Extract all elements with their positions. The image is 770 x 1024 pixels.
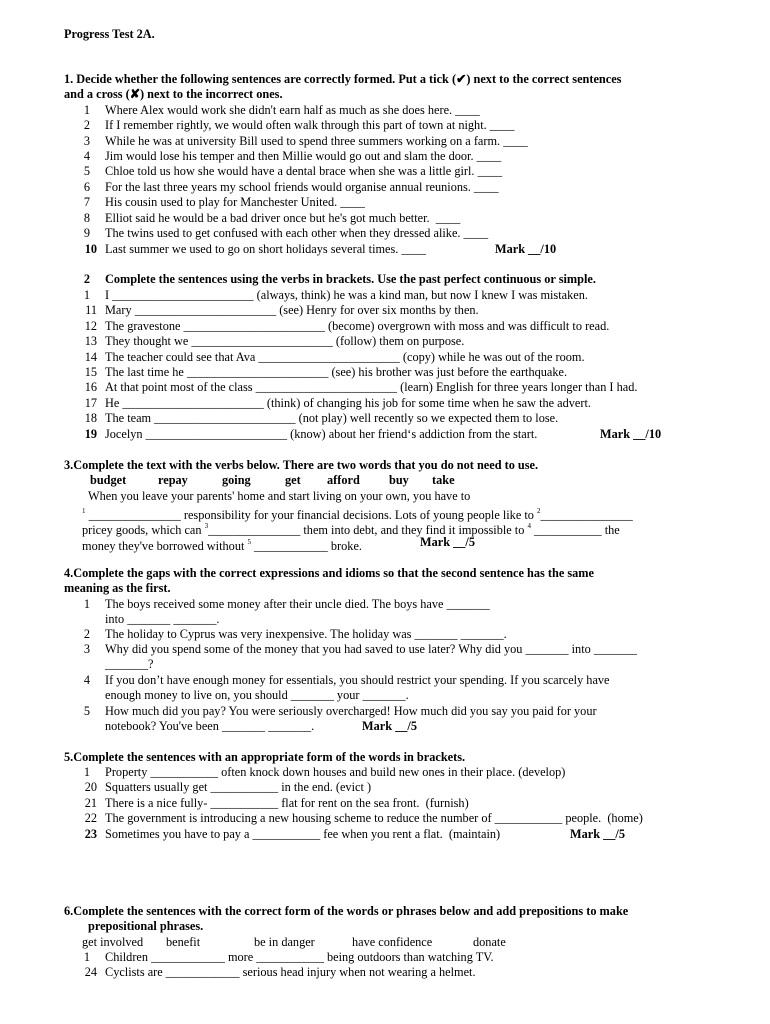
section4-mark: Mark __/5: [362, 719, 417, 733]
s2-item-text: The teacher could see that Ava _______________________ (copy) while he was out of the room.: [105, 350, 585, 364]
gap-text: _______________ them into debt, and they find it impossible to: [208, 523, 528, 537]
gap-number: 4: [527, 522, 531, 530]
s5-item-text: Property ___________ often knock down houses and build new ones in their place. (develop): [105, 765, 566, 779]
s1-item-number: 4: [83, 149, 90, 163]
s4-item-text: How much did you pay? You were seriously overcharged! How much did you say you paid for your: [105, 704, 597, 718]
section2-number: 2: [83, 272, 90, 286]
section2-instruction: Complete the sentences using the verbs in brackets. Use the past perfect continuous or simple.: [105, 272, 596, 286]
word-box-item: buy: [389, 473, 409, 487]
section3-text-line4: [82, 535, 362, 554]
s2-item-text: Mary _______________________ (see) Henry for over six months by then.: [105, 303, 479, 317]
s5-item-text: There is a nice fully- ___________ flat for rent on the sea front. (furnish): [105, 796, 469, 810]
s2-item-text: At that point most of the class _______________________ (learn) English for three years longer than I had.: [105, 380, 638, 394]
gap-number: 2: [537, 507, 541, 515]
s2-item-number: 16: [84, 380, 97, 394]
s4-item-text-cont: _______?: [105, 657, 154, 671]
s4-item-number: 2: [83, 627, 90, 641]
s5-item-number: 1: [83, 765, 90, 779]
word-box-item: get: [285, 473, 301, 487]
s2-item-number: 11: [85, 303, 97, 317]
section3-mark: Mark __/5: [420, 535, 475, 549]
gap-text: ____________ broke.: [250, 539, 362, 553]
gap-text: money they've borrowed without: [82, 539, 248, 553]
gap-text: _______________: [540, 508, 633, 522]
s4-item-number: 3: [83, 642, 90, 656]
word-box-item: afford: [327, 473, 360, 487]
s1-item-text: His cousin used to play for Manchester United. ____: [105, 195, 365, 209]
s4-item-text-cont: into _______ _______.: [105, 612, 220, 626]
s6-item-text: Cyclists are ____________ serious head injury when not wearing a helmet.: [105, 965, 476, 979]
s5-item-text: The government is introducing a new housing scheme to reduce the number of ___________ people. (home): [105, 811, 643, 825]
s4-item-number: 5: [83, 704, 90, 718]
s2-item-number: 15: [84, 365, 97, 379]
s6-item-number: 24: [84, 965, 97, 979]
s5-item-text: Sometimes you have to pay a ___________ fee when you rent a flat. (maintain): [105, 827, 501, 841]
section6-instruction-line2: prepositional phrases.: [88, 919, 204, 933]
s5-item-number: 23: [84, 827, 97, 841]
s1-item-number: 2: [83, 118, 90, 132]
s1-item-text: If I remember rightly, we would often walk through this part of town at night. ____: [105, 118, 515, 132]
s5-item-text: Squatters usually get ___________ in the end. (evict ): [105, 780, 372, 794]
s6-item-number: 1: [83, 950, 90, 964]
s2-item-number: 12: [84, 319, 97, 333]
gap-text: _______________ responsibility for your financial decisions. Lots of young people like to: [85, 508, 538, 522]
s1-item-number: 6: [83, 180, 90, 194]
s2-item-number: 13: [84, 334, 97, 348]
s2-item-number: 14: [84, 350, 97, 364]
section1-instruction-line1: 1. Decide whether the following sentences are correctly formed. Put a tick (✔) next to the correct sentences: [64, 72, 622, 86]
section5-mark: Mark __/5: [570, 827, 625, 841]
s1-item-text: While he was at university Bill used to spend three summers working on a farm. ____: [105, 134, 528, 148]
s2-item-text: The gravestone _______________________ (become) overgrown with moss and was difficult to read.: [105, 319, 610, 333]
s4-item-text: If you don’t have enough money for essentials, you should restrict your spending. If you scarcely have: [105, 673, 610, 687]
word-box-item: have confidence: [352, 935, 433, 949]
word-box-item: be in danger: [254, 935, 315, 949]
s1-item-text: Jim would lose his temper and then Millie would go out and slam the door. ____: [105, 149, 502, 163]
word-box-item: benefit: [166, 935, 201, 949]
section1-instruction-line2: and a cross (✘) next to the incorrect ones.: [64, 87, 283, 101]
s4-item-text: The holiday to Cyprus was very inexpensive. The holiday was _______ _______.: [105, 627, 507, 641]
s1-item-text: Elliot said he would be a bad driver once but he's got much better. ____: [105, 211, 461, 225]
s1-item-text: Chloe told us how she would have a dental brace when she was a little girl. ____: [105, 164, 503, 178]
s2-item-number: 18: [84, 411, 97, 425]
section4-instruction-line2: meaning as the first.: [64, 581, 171, 595]
s1-item-number: 1: [83, 103, 90, 117]
section6-instruction-line1: 6.Complete the sentences with the correct form of the words or phrases below and add prepositions to make: [64, 904, 629, 918]
s1-item-text: The twins used to get confused with each other when they dressed alike. ____: [105, 226, 489, 240]
gap-number: 1: [82, 507, 86, 515]
word-box-item: going: [222, 473, 251, 487]
gap-text: pricey goods, which can: [82, 523, 205, 537]
s1-item-number: 3: [83, 134, 90, 148]
s5-item-number: 21: [84, 796, 97, 810]
s1-item-number: 5: [83, 164, 90, 178]
word-box-item: get involved: [82, 935, 144, 949]
s1-item-number: 10: [84, 242, 97, 256]
s4-item-text-cont: enough money to live on, you should _______ your _______.: [105, 688, 409, 702]
word-box-item: budget: [90, 473, 127, 487]
gap-number: 5: [247, 538, 251, 546]
s4-item-text-cont: notebook? You've been _______ _______.: [105, 719, 315, 733]
s5-item-number: 20: [84, 780, 97, 794]
gap-text: ___________ the: [530, 523, 620, 537]
section2-mark: Mark __/10: [600, 427, 662, 441]
word-box-item: repay: [158, 473, 188, 487]
section3-text-line1: When you leave your parents' home and start living on your own, you have to: [88, 489, 471, 503]
word-box-item: take: [432, 473, 455, 487]
page-title: Progress Test 2A.: [64, 27, 155, 41]
section1-mark: Mark __/10: [495, 242, 557, 256]
s2-item-text: The last time he _______________________ (see) his brother was just before the earthquake.: [105, 365, 568, 379]
s1-item-number: 9: [83, 226, 90, 240]
s2-item-text: I _______________________ (always, think) he was a kind man, but now I knew I was mistaken.: [105, 288, 588, 302]
s2-item-number: 1: [83, 288, 90, 302]
s5-item-number: 22: [84, 811, 97, 825]
section4-instruction-line1: 4.Complete the gaps with the correct expressions and idioms so that the second sentence has the same: [64, 566, 594, 580]
s1-item-text: For the last three years my school friends would organise annual reunions. ____: [105, 180, 499, 194]
s2-item-text: He _______________________ (think) of changing his job for some time when he saw the advert.: [105, 396, 591, 410]
s1-item-number: 8: [83, 211, 90, 225]
s2-item-text: Jocelyn _______________________ (know) about her friend‘s addiction from the start.: [105, 427, 538, 441]
section3-instruction: 3.Complete the text with the verbs below. There are two words that you do not need to use.: [64, 458, 539, 472]
gap-number: 3: [204, 522, 209, 530]
s4-item-text: The boys received some money after their uncle died. The boys have _______: [105, 597, 490, 611]
s2-item-text: The team _______________________ (not play) well recently so we expected them to lose.: [105, 411, 559, 425]
s1-item-text: Where Alex would work she didn't earn half as much as she does here. ____: [105, 103, 480, 117]
s2-item-number: 17: [84, 396, 97, 410]
s2-item-number: 19: [84, 427, 97, 441]
s4-item-number: 1: [83, 597, 90, 611]
s1-item-number: 7: [83, 195, 90, 209]
s4-item-number: 4: [83, 673, 90, 687]
s1-item-text: Last summer we used to go on short holidays several times. ____: [105, 242, 427, 256]
s6-item-text: Children ____________ more ___________ being outdoors than watching TV.: [105, 950, 494, 964]
section5-instruction: 5.Complete the sentences with an appropriate form of the words in brackets.: [64, 750, 466, 764]
s4-item-text: Why did you spend some of the money that you had saved to use later? Why did you _______ into _______: [105, 642, 637, 656]
word-box-item: donate: [473, 935, 506, 949]
s2-item-text: They thought we _______________________ (follow) them on purpose.: [105, 334, 465, 348]
